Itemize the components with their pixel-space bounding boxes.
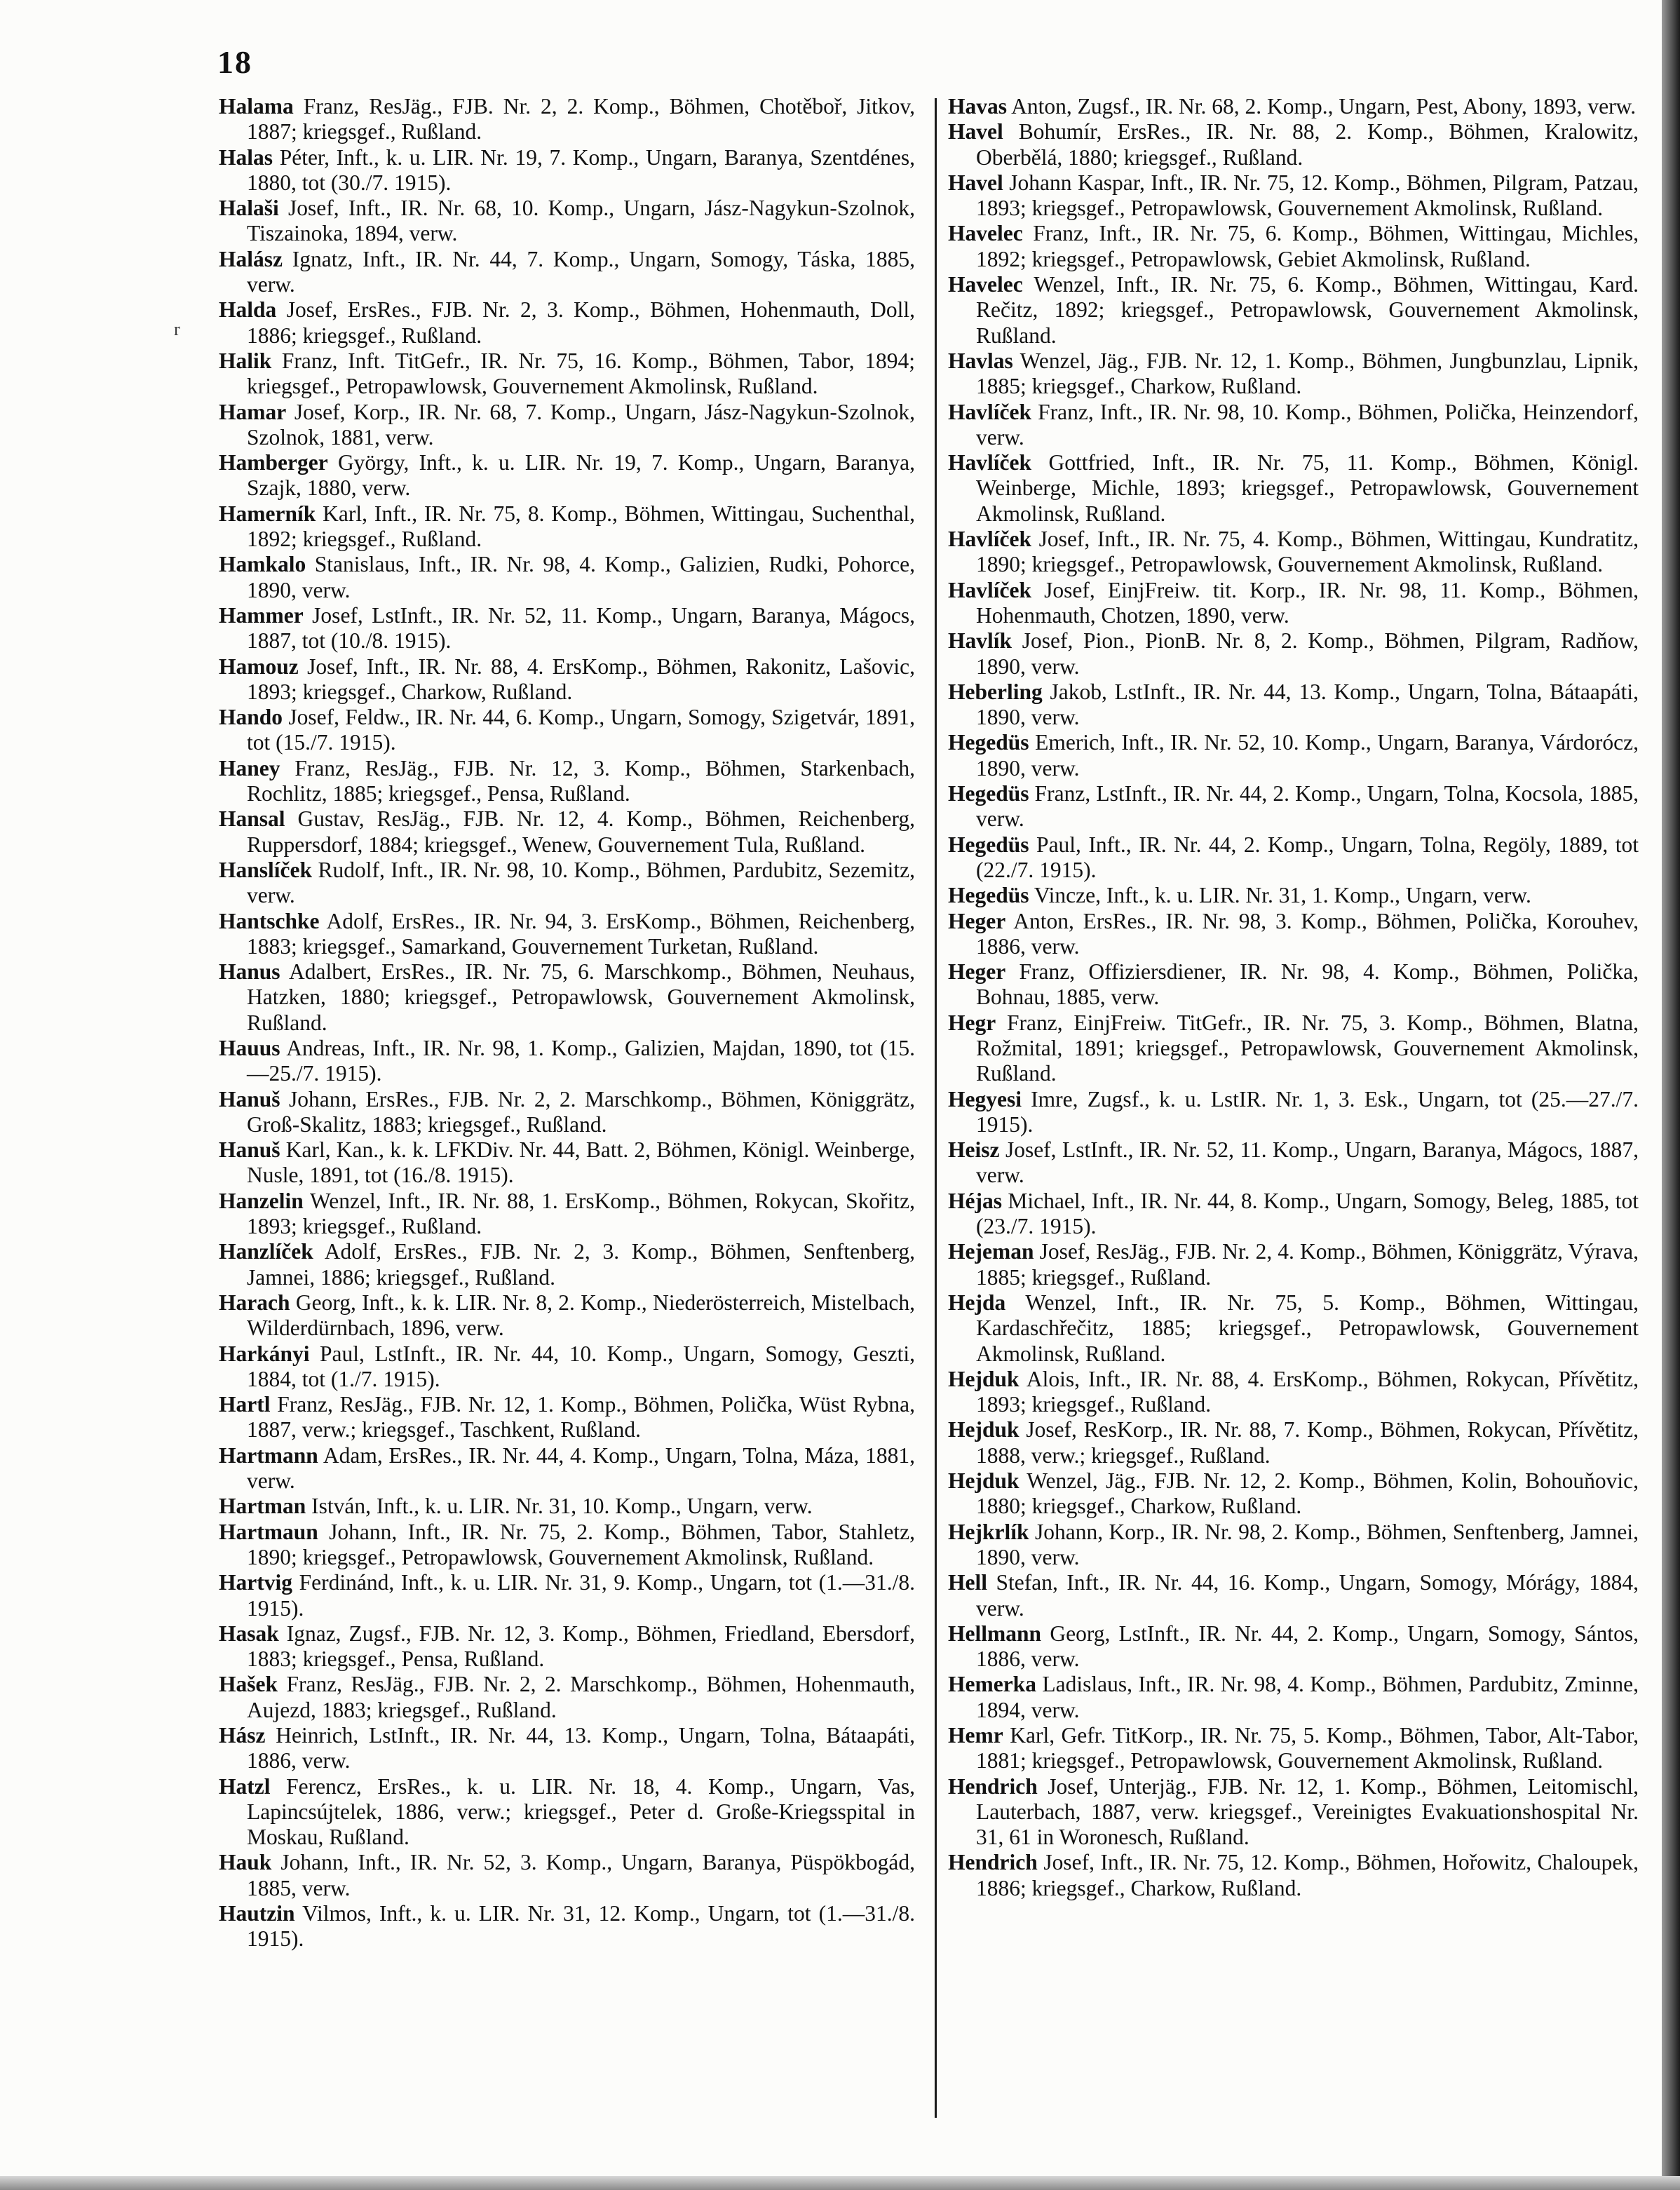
entry-surname: Hellmann <box>948 1621 1042 1646</box>
register-entry <box>219 1087 915 1138</box>
entry-surname: Hauus <box>219 1035 280 1060</box>
entry-details: Péter, Inft., k. u. LIR. Nr. 19, 7. Komp., Ungarn, Baranya, Szentdénes, 1880, tot (30./7. 1915). <box>247 144 915 195</box>
register-entry <box>948 527 1639 578</box>
entry-details: Ferencz, ErsRes., k. u. LIR. Nr. 18, 4. Komp., Ungarn, Vas, Lapincsújtelek, 1886, verw.; kriegsgef., Peter d. Große-Kriegsspital in Moskau, Rußland. <box>247 1773 916 1850</box>
register-entry <box>219 1850 915 1901</box>
entry-surname: Hejeman <box>948 1239 1034 1264</box>
entry-surname: Hartman <box>219 1494 306 1519</box>
entry-surname: Hando <box>219 705 283 730</box>
entry-details: Ferdinánd, Inft., k. u. LIR. Nr. 31, 9. Komp., Ungarn, tot (1.—31./8. 1915). <box>247 1570 915 1621</box>
register-entry <box>219 400 915 451</box>
left-column <box>219 94 915 1952</box>
register-entry <box>948 781 1639 832</box>
register-entry <box>948 1087 1639 1138</box>
entry-details: Johann, Korp., IR. Nr. 98, 2. Komp., Böhmen, Senftenberg, Jamnei, 1890, verw. <box>976 1519 1639 1569</box>
entry-details: Johann Kaspar, Inft., IR. Nr. 75, 12. Komp., Böhmen, Pilgram, Patzau, 1893; kriegsgef., Petropawlowsk, Gouvernement Akmolinsk, Rußland. <box>976 170 1639 221</box>
entry-details: Ignaz, Zugsf., FJB. Nr. 12, 3. Komp., Böhmen, Friedland, Ebersdorf, 1883; kriegsgef., Pensa, Rußland. <box>247 1621 915 1672</box>
entry-surname: Hanuš <box>219 1086 280 1111</box>
entry-surname: Havlíček <box>948 450 1031 475</box>
entry-details: Vincze, Inft., k. u. LIR. Nr. 31, 1. Komp., Ungarn, verw. <box>1034 883 1531 908</box>
entry-details: Franz, Inft. TitGefr., IR. Nr. 75, 16. Komp., Böhmen, Tabor, 1894; kriegsgef., Petropawlowsk, Gouvernement Akmolinsk, Rußland. <box>247 348 916 399</box>
register-entry <box>948 170 1639 222</box>
entry-surname: Hegedüs <box>948 781 1029 806</box>
register-entry <box>948 1723 1639 1774</box>
entry-surname: Hansal <box>219 806 285 832</box>
entry-surname: Halaši <box>219 196 279 221</box>
register-entry <box>948 1520 1639 1571</box>
register-entry <box>219 1494 915 1519</box>
entry-surname: Havlík <box>948 628 1012 654</box>
entry-surname: Hartvig <box>219 1570 292 1595</box>
entry-surname: Heger <box>948 959 1006 985</box>
register-entry <box>948 1137 1639 1189</box>
entry-details: Josef, Inft., IR. Nr. 75, 4. Komp., Böhmen, Wittingau, Kundratitz, 1890; kriegsgef., Petropawlowsk, Gouvernement Akmolinsk, Rußland. <box>976 527 1639 577</box>
register-entry <box>219 806 915 858</box>
entry-details: Paul, Inft., IR. Nr. 44, 2. Komp., Ungarn, Tolna, Regöly, 1889, tot (22./7. 1915). <box>976 832 1639 882</box>
entry-details: Alois, Inft., IR. Nr. 88, 4. ErsKomp., Böhmen, Rokycan, Přívětitz, 1893; kriegsgef., Rußland. <box>976 1366 1639 1417</box>
entry-surname: Havelec <box>948 221 1023 246</box>
entry-details: Stanislaus, Inft., IR. Nr. 98, 4. Komp., Galizien, Rudki, Pohorce, 1890, verw. <box>247 552 916 602</box>
entry-surname: Hemerka <box>948 1672 1036 1697</box>
register-entry <box>948 1290 1639 1367</box>
entry-surname: Havas <box>948 94 1008 119</box>
register-entry <box>219 297 915 349</box>
entry-details: Karl, Gefr. TitKorp., IR. Nr. 75, 5. Komp., Böhmen, Tabor, Alt-Tabor, 1881; kriegsgef., Petropawlowsk, Gouvernement Akmolinsk, Rußland. <box>976 1723 1639 1773</box>
entry-surname: Hejda <box>948 1290 1006 1315</box>
register-entry <box>948 1850 1639 1901</box>
entry-details: Karl, Inft., IR. Nr. 75, 8. Komp., Böhmen, Wittingau, Suchenthal, 1892; kriegsgef., Rußland. <box>247 501 916 552</box>
entry-surname: Heger <box>948 908 1006 933</box>
entry-details: Bohumír, ErsRes., IR. Nr. 88, 2. Komp., Böhmen, Kralowitz, Oberbělá, 1880; kriegsgef., Rußland. <box>976 119 1639 170</box>
entry-surname: Hegedüs <box>948 730 1029 755</box>
register-entry <box>219 1774 915 1851</box>
entry-surname: Halász <box>219 246 283 271</box>
entry-details: Michael, Inft., IR. Nr. 44, 8. Komp., Ungarn, Somogy, Beleg, 1885, tot (23./7. 1915). <box>976 1188 1639 1239</box>
entry-surname: Hejduk <box>948 1366 1019 1391</box>
register-entry <box>948 680 1639 731</box>
entry-surname: Hamberger <box>219 450 328 475</box>
register-entry <box>948 883 1639 908</box>
register-entry <box>948 1189 1639 1240</box>
entry-surname: Hegedüs <box>948 832 1029 857</box>
entry-details: Adolf, ErsRes., IR. Nr. 94, 3. ErsKomp., Böhmen, Reichenberg, 1883; kriegsgef., Samarkand, Gouvernement Turketan, Rußland. <box>247 908 915 959</box>
entry-surname: Halama <box>219 94 294 119</box>
entry-surname: Havlas <box>948 348 1013 373</box>
register-entry <box>219 858 915 909</box>
entry-details: Josef, ResJäg., FJB. Nr. 2, 4. Komp., Böhmen, Königgrätz, Výrava, 1885; kriegsgef., Rußland. <box>976 1239 1639 1290</box>
entry-details: Franz, ResJäg., FJB. Nr. 2, 2. Komp., Böhmen, Chotěboř, Jitkov, 1887; kriegsgef., Rußland. <box>247 94 915 144</box>
entry-surname: Hamouz <box>219 654 299 679</box>
entry-surname: Hartl <box>219 1392 271 1417</box>
register-entry <box>948 1417 1639 1468</box>
entry-details: Franz, Offiziersdiener, IR. Nr. 98, 4. Komp., Böhmen, Polička, Bohnau, 1885, verw. <box>976 959 1639 1010</box>
register-entry <box>948 349 1639 400</box>
entry-surname: Harach <box>219 1290 290 1315</box>
entry-details: Wenzel, Inft., IR. Nr. 88, 1. ErsKomp., Böhmen, Rokycan, Skořitz, 1893; kriegsgef., Rußland. <box>247 1188 915 1239</box>
entry-surname: Hašek <box>219 1672 278 1697</box>
column-divider <box>935 98 937 2118</box>
entry-details: Wenzel, Inft., IR. Nr. 75, 6. Komp., Böhmen, Wittingau, Kard. Rečitz, 1892; kriegsgef., Petropawlowsk, Gouvernement Akmolinsk, Rußland. <box>976 272 1639 348</box>
register-entry <box>219 705 915 756</box>
entry-surname: Hanzelin <box>219 1188 304 1213</box>
entry-surname: Halda <box>219 297 277 323</box>
register-entry <box>219 1570 915 1621</box>
entry-surname: Hamkalo <box>219 552 306 577</box>
register-entry <box>219 1901 915 1952</box>
register-entry <box>948 221 1639 272</box>
entry-details: Johann, Inft., IR. Nr. 52, 3. Komp., Ungarn, Baranya, Püspökbogád, 1885, verw. <box>247 1850 915 1900</box>
entry-surname: Hegr <box>948 1010 996 1035</box>
register-entry <box>948 450 1639 527</box>
entry-surname: Hanzlíček <box>219 1239 313 1264</box>
entry-surname: Hemr <box>948 1723 1003 1748</box>
entry-details: Josef, Pion., PionB. Nr. 8, 2. Komp., Böhmen, Pilgram, Radňow, 1890, verw. <box>976 628 1639 679</box>
entry-details: Wenzel, Inft., IR. Nr. 75, 5. Komp., Böhmen, Wittingau, Kardaschřečitz, 1885; kriegsgef., Petropawlowsk, Gouvernement Akmolinsk, Rußland. <box>976 1290 1639 1366</box>
entry-details: Adolf, ErsRes., FJB. Nr. 2, 3. Komp., Böhmen, Senftenberg, Jamnei, 1886; kriegsgef., Rußland. <box>247 1239 915 1290</box>
register-entry <box>219 959 915 1036</box>
register-entry <box>219 145 915 196</box>
register-entry <box>948 959 1639 1010</box>
entry-surname: Hanslíček <box>219 857 313 882</box>
register-entry <box>948 1468 1639 1520</box>
entry-details: Andreas, Inft., IR. Nr. 98, 1. Komp., Galizien, Majdan, 1890, tot (15.—25./7. 1915). <box>247 1035 916 1086</box>
register-entry <box>948 578 1639 629</box>
entry-details: Vilmos, Inft., k. u. LIR. Nr. 31, 12. Komp., Ungarn, tot (1.—31./8. 1915). <box>247 1901 916 1952</box>
margin-mark: r <box>174 319 180 339</box>
entry-details: Josef, LstInft., IR. Nr. 52, 11. Komp., Ungarn, Baranya, Mágocs, 1887, verw. <box>976 1137 1639 1188</box>
register-entry <box>948 1239 1639 1290</box>
register-entry <box>219 1341 915 1393</box>
entry-details: Adam, ErsRes., IR. Nr. 44, 4. Komp., Ungarn, Tolna, Máza, 1881, verw. <box>247 1442 915 1494</box>
register-entry <box>219 196 915 247</box>
entry-details: Josef, Feldw., IR. Nr. 44, 6. Komp., Ungarn, Somogy, Szigetvár, 1891, tot (15./7. 1915). <box>247 705 915 755</box>
entry-details: Josef, LstInft., IR. Nr. 52, 11. Komp., Ungarn, Baranya, Mágocs, 1887, tot (10./8. 1915). <box>247 602 916 654</box>
entry-details: Franz, ResJäg., FJB. Nr. 12, 3. Komp., Böhmen, Starkenbach, Rochlitz, 1885; kriegsgef., Pensa, Rußland. <box>247 755 915 806</box>
entry-details: Franz, ResJäg., FJB. Nr. 12, 1. Komp., Böhmen, Polička, Wüst Rybna, 1887, verw.; kriegsgef., Taschkent, Rußland. <box>247 1392 916 1442</box>
entry-details: Josef, ErsRes., FJB. Nr. 2, 3. Komp., Böhmen, Hohenmauth, Doll, 1886; kriegsgef., Rußland. <box>247 297 916 348</box>
entry-surname: Hatzl <box>219 1773 271 1799</box>
entry-details: Karl, Kan., k. k. LFKDiv. Nr. 44, Batt. 2, Böhmen, Königl. Weinberge, Nusle, 1891, tot (16./8. 1915). <box>247 1137 915 1188</box>
page-bottom-edge <box>0 2176 1680 2190</box>
entry-details: Josef, Unterjäg., FJB. Nr. 12, 1. Komp., Böhmen, Leitomischl, Lauterbach, 1887, verw. kriegsgef., Vereinigtes Evakuationshospital Nr. 31, 61 in Woronesch, Rußland. <box>976 1773 1639 1850</box>
entry-details: Wenzel, Jäg., FJB. Nr. 12, 1. Komp., Böhmen, Jungbunzlau, Lipnik, 1885; kriegsgef., Charkow, Rußland. <box>976 348 1639 399</box>
entry-details: Georg, Inft., k. k. LIR. Nr. 8, 2. Komp., Niederösterreich, Mistelbach, Wilderdürnbach, 1896, verw. <box>247 1290 916 1341</box>
register-entry <box>219 603 915 654</box>
register-entry <box>948 400 1639 451</box>
register-entry <box>219 349 915 400</box>
entry-details: Anton, Zugsf., IR. Nr. 68, 2. Komp., Ungarn, Pest, Abony, 1893, verw. <box>1011 94 1637 119</box>
entry-surname: Hell <box>948 1570 987 1595</box>
entry-details: Josef, Inft., IR. Nr. 88, 4. ErsKomp., Böhmen, Rakonitz, Lašovic, 1893; kriegsgef., Charkow, Rußland. <box>247 654 915 704</box>
entry-surname: Hanuš <box>219 1137 280 1163</box>
register-entry <box>219 1672 915 1723</box>
entry-surname: Hantschke <box>219 908 320 933</box>
entry-details: Franz, Inft., IR. Nr. 75, 6. Komp., Böhmen, Wittingau, Michles, 1892; kriegsgef., Petropawlowsk, Gebiet Akmolinsk, Rußland. <box>976 221 1639 271</box>
register-entry <box>219 1239 915 1290</box>
entry-surname: Havlíček <box>948 399 1031 424</box>
entry-surname: Hendrich <box>948 1773 1038 1799</box>
entry-surname: Heberling <box>948 679 1043 704</box>
register-entry <box>219 1189 915 1240</box>
entry-details: Georg, LstInft., IR. Nr. 44, 2. Komp., Ungarn, Somogy, Sántos, 1886, verw. <box>976 1621 1639 1672</box>
register-entry <box>219 1723 915 1774</box>
entry-details: Wenzel, Jäg., FJB. Nr. 12, 2. Komp., Böhmen, Kolin, Bohouňovic, 1880; kriegsgef., Charkow, Rußland. <box>976 1468 1639 1519</box>
entry-surname: Hasak <box>219 1621 279 1646</box>
entry-surname: Havel <box>948 119 1003 144</box>
entry-details: Gottfried, Inft., IR. Nr. 75, 11. Komp., Böhmen, Königl. Weinberge, Michle, 1893; kriegsgef., Petropawlowsk, Gouvernement Akmolinsk, Rußland. <box>976 450 1639 526</box>
register-entry <box>219 1290 915 1341</box>
register-entry <box>948 1774 1639 1851</box>
register-entry <box>219 1392 915 1443</box>
entry-surname: Hautzin <box>219 1901 295 1926</box>
entry-details: Josef, ResKorp., IR. Nr. 88, 7. Komp., Böhmen, Rokycan, Přívětitz, 1888, verw.; kriegsgef., Rußland. <box>976 1417 1639 1468</box>
register-entry <box>219 756 915 807</box>
register-entry <box>948 94 1639 119</box>
register-entry <box>219 501 915 553</box>
register-entry <box>948 909 1639 960</box>
entry-surname: Hartmann <box>219 1442 318 1468</box>
register-entry <box>219 1520 915 1571</box>
entry-details: Josef, Inft., IR. Nr. 68, 10. Komp., Ungarn, Jász-Nagykun-Szolnok, Tiszainoka, 1894, verw. <box>247 196 915 246</box>
entry-surname: Hammer <box>219 602 304 628</box>
entry-details: Johann, ErsRes., FJB. Nr. 2, 2. Marschkomp., Böhmen, Königgrätz, Groß-Skalitz, 1883; kriegsgef., Rußland. <box>247 1086 916 1137</box>
register-entry <box>948 1621 1639 1672</box>
entry-surname: Hauk <box>219 1850 272 1875</box>
entry-surname: Havel <box>948 170 1003 195</box>
entry-surname: Hartmaun <box>219 1519 318 1544</box>
entry-details: István, Inft., k. u. LIR. Nr. 31, 10. Komp., Ungarn, verw. <box>311 1494 813 1519</box>
entry-details: Anton, ErsRes., IR. Nr. 98, 3. Komp., Böhmen, Polička, Korouhev, 1886, verw. <box>976 908 1639 959</box>
entry-details: Imre, Zugsf., k. u. LstIR. Nr. 1, 3. Esk., Ungarn, tot (25.—27./7. 1915). <box>976 1086 1639 1137</box>
entry-surname: Hamerník <box>219 501 316 526</box>
entry-details: Ladislaus, Inft., IR. Nr. 98, 4. Komp., Böhmen, Pardubitz, Zminne, 1894, verw. <box>976 1672 1639 1722</box>
entry-surname: Havlíček <box>948 577 1031 602</box>
register-entry <box>948 832 1639 884</box>
register-entry <box>219 1443 915 1494</box>
entry-details: Ignatz, Inft., IR. Nr. 44, 7. Komp., Ungarn, Somogy, Táska, 1885, verw. <box>247 246 915 297</box>
right-column <box>948 94 1639 1901</box>
entry-details: Gustav, ResJäg., FJB. Nr. 12, 4. Komp., Böhmen, Reichenberg, Ruppersdorf, 1884; kriegsgef., Wenew, Gouvernement Tula, Rußland. <box>247 806 916 857</box>
register-entry <box>219 1036 915 1087</box>
entry-details: Paul, LstInft., IR. Nr. 44, 10. Komp., Ungarn, Somogy, Geszti, 1884, tot (1./7. 1915). <box>247 1341 916 1391</box>
page-number: 18 <box>217 44 252 80</box>
entry-surname: Héjas <box>948 1188 1002 1213</box>
page-edge-shadow <box>1662 0 1680 2190</box>
register-entry <box>219 552 915 603</box>
entry-surname: Hamar <box>219 399 287 424</box>
register-entry <box>948 1367 1639 1418</box>
register-entry <box>948 1010 1639 1087</box>
entry-surname: Hász <box>219 1723 266 1748</box>
entry-details: Franz, ResJäg., FJB. Nr. 2, 2. Marschkomp., Böhmen, Hohenmauth, Aujezd, 1883; kriegsgef., Rußland. <box>247 1672 915 1722</box>
register-entry <box>948 1570 1639 1621</box>
entry-surname: Hanus <box>219 959 280 985</box>
entry-details: Emerich, Inft., IR. Nr. 52, 10. Komp., Ungarn, Baranya, Várdorócz, 1890, verw. <box>976 730 1639 780</box>
entry-details: Franz, EinjFreiw. TitGefr., IR. Nr. 75, 3. Komp., Böhmen, Blatna, Rožmital, 1891; kriegsgef., Petropawlowsk, Gouvernement Akmolinsk, Rußland. <box>976 1010 1639 1086</box>
register-entry <box>219 450 915 501</box>
entry-details: Josef, EinjFreiw. tit. Korp., IR. Nr. 98, 11. Komp., Böhmen, Hohenmauth, Chotzen, 1890, verw. <box>976 577 1639 628</box>
entry-surname: Hendrich <box>948 1850 1038 1875</box>
entry-surname: Heisz <box>948 1137 1000 1163</box>
entry-details: Adalbert, ErsRes., IR. Nr. 75, 6. Marschkomp., Böhmen, Neuhaus, Hatzken, 1880; kriegsgef., Petropawlowsk, Gouvernement Akmolinsk, Rußland. <box>247 959 915 1035</box>
register-entry <box>948 730 1639 781</box>
entry-surname: Hejduk <box>948 1417 1019 1442</box>
entry-surname: Havlíček <box>948 527 1031 552</box>
register-entry <box>219 94 915 145</box>
entry-details: Josef, Korp., IR. Nr. 68, 7. Komp., Ungarn, Jász-Nagykun-Szolnok, Szolnok, 1881, verw. <box>247 399 916 450</box>
entry-details: Johann, Inft., IR. Nr. 75, 2. Komp., Böhmen, Tabor, Stahletz, 1890; kriegsgef., Petropawlowsk, Gouvernement Akmolinsk, Rußland. <box>247 1519 916 1569</box>
entry-details: Jakob, LstInft., IR. Nr. 44, 13. Komp., Ungarn, Tolna, Bátaapáti, 1890, verw. <box>976 679 1639 730</box>
entry-surname: Hegedüs <box>948 883 1029 908</box>
entry-surname: Hejkrlík <box>948 1519 1029 1544</box>
entry-surname: Hejduk <box>948 1468 1019 1494</box>
entry-details: Franz, Inft., IR. Nr. 98, 10. Komp., Böhmen, Polička, Heinzendorf, verw. <box>976 399 1639 450</box>
entry-surname: Halas <box>219 144 273 170</box>
register-entry <box>219 654 915 705</box>
entry-surname: Haney <box>219 755 280 780</box>
entry-surname: Havelec <box>948 272 1023 297</box>
register-entry <box>219 247 915 298</box>
register-entry <box>219 1621 915 1672</box>
register-entry <box>948 119 1639 170</box>
register-entry <box>948 272 1639 349</box>
entry-surname: Harkányi <box>219 1341 310 1366</box>
entry-details: Franz, LstInft., IR. Nr. 44, 2. Komp., Ungarn, Tolna, Kocsola, 1885, verw. <box>976 781 1639 832</box>
register-entry <box>948 628 1639 680</box>
entry-details: Heinrich, LstInft., IR. Nr. 44, 13. Komp., Ungarn, Tolna, Bátaapáti, 1886, verw. <box>247 1723 915 1773</box>
register-entry <box>219 1137 915 1189</box>
register-entry <box>219 909 915 960</box>
entry-details: Rudolf, Inft., IR. Nr. 98, 10. Komp., Böhmen, Pardubitz, Sezemitz, verw. <box>247 857 915 908</box>
register-entry <box>948 1672 1639 1723</box>
entry-details: Stefan, Inft., IR. Nr. 44, 16. Komp., Ungarn, Somogy, Mórágy, 1884, verw. <box>976 1570 1639 1621</box>
entry-details: György, Inft., k. u. LIR. Nr. 19, 7. Komp., Ungarn, Baranya, Szajk, 1880, verw. <box>247 450 916 501</box>
entry-surname: Hegyesi <box>948 1086 1022 1111</box>
entry-surname: Halik <box>219 348 272 373</box>
entry-details: Josef, Inft., IR. Nr. 75, 12. Komp., Böhmen, Hořowitz, Chaloupek, 1886; kriegsgef., Charkow, Rußland. <box>976 1850 1639 1900</box>
